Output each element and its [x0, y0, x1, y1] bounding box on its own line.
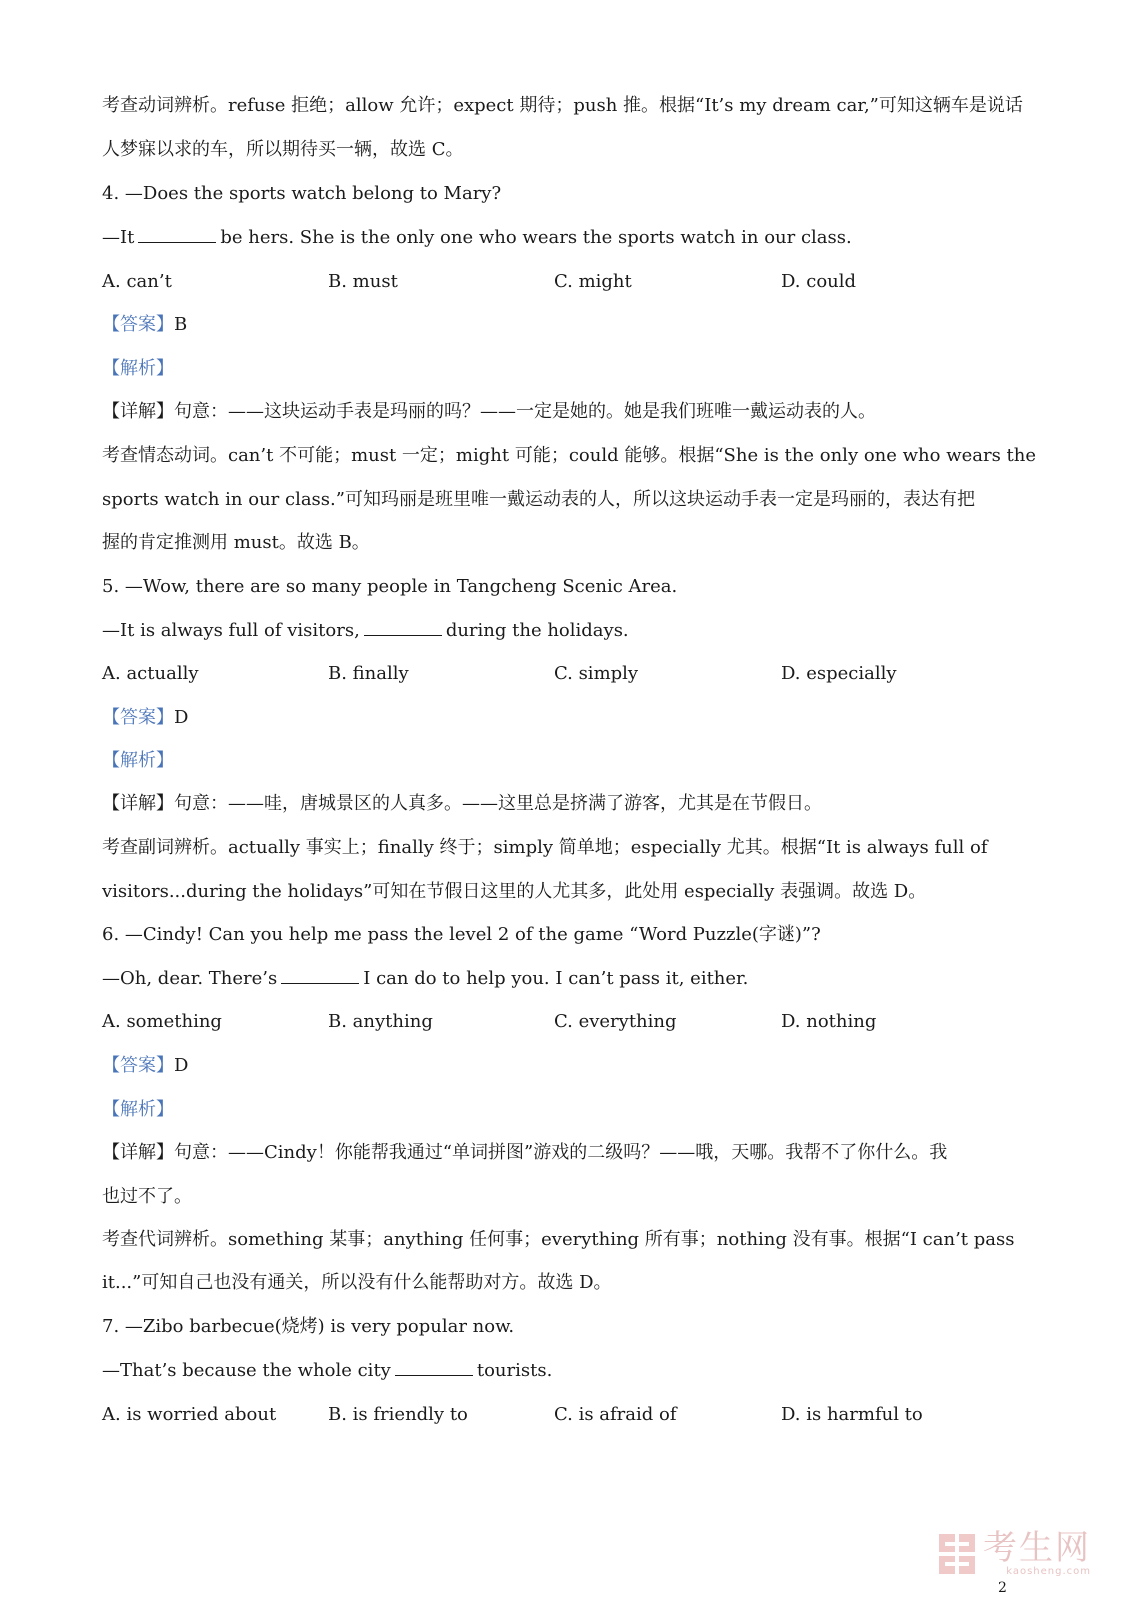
q4-detail: [102, 400, 876, 424]
answer-label: 【答案】: [102, 707, 174, 728]
answer-label: 【答案】: [102, 314, 174, 335]
detail-label: 【详解】: [102, 401, 174, 422]
detail-text: 句意：——这块运动手表是玛丽的吗？——一定是她的。她是我们班唯一戴运动表的人。: [174, 401, 876, 422]
q5-explain-line1: 考查副词辨析。actually 事实上；finally 终于；simply 简单地；especially 尤其。根据“It is always full of: [102, 837, 988, 858]
q6-answer: [102, 1054, 188, 1078]
q4-explain-line2: sports watch in our class.”可知玛丽是班里唯一戴运动表的人，所以这块运动手表一定是玛丽的，表达有把: [102, 489, 975, 510]
q7-reply: [102, 1359, 552, 1383]
q6-detail-line2: 也过不了。: [102, 1186, 192, 1207]
q5-explain-line2: visitors...during the holidays”可知在节假日这里的人尤其多，此处用 especially 表强调。故选 D。: [102, 881, 927, 902]
q4-reply-pre: —It: [102, 227, 135, 248]
q7-reply-pre: —That’s because the whole city: [102, 1360, 391, 1381]
option-c: C. everything: [554, 1011, 677, 1032]
q4-analysis-label: [102, 357, 174, 381]
q5-answer: [102, 706, 188, 730]
q4-answer: [102, 313, 187, 337]
option-d: D. is harmful to: [781, 1404, 923, 1425]
answer-value: D: [174, 1055, 189, 1076]
option-b: B. anything: [328, 1011, 433, 1032]
q5-stem: 5. —Wow, there are so many people in Tangcheng Scenic Area.: [102, 576, 678, 597]
q6-explain-line2: it...”可知自己也没有通关，所以没有什么能帮助对方。故选 D。: [102, 1272, 612, 1293]
q6-analysis-label: [102, 1098, 174, 1122]
detail-label: 【详解】: [102, 1142, 174, 1163]
q4-explain-line3: 握的肯定推测用 must。故选 B。: [102, 532, 370, 553]
q3-explain-line1: 考查动词辨析。refuse 拒绝；allow 允许；expect 期待；push 推。根据“It’s my dream car,”可知这辆车是说话: [102, 95, 1023, 116]
q4-reply: [102, 226, 852, 250]
q4-reply-post: be hers. She is the only one who wears the sports watch in our class.: [220, 227, 852, 248]
q6-detail: [102, 1141, 947, 1165]
option-d: D. could: [781, 271, 857, 292]
answer-blank: [138, 226, 216, 243]
watermark-text: 考生网: [983, 1528, 1091, 1568]
q6-explain-line1: 考查代词辨析。something 某事；anything 任何事；everything 所有事；nothing 没有事。根据“I can’t pass: [102, 1229, 1015, 1250]
analysis-label: 【解析】: [102, 1099, 174, 1120]
page-number: 2: [998, 1580, 1007, 1596]
q5-reply-pre: —It is always full of visitors,: [102, 620, 360, 641]
option-a: A. can’t: [102, 271, 172, 292]
option-a: A. something: [102, 1011, 222, 1032]
watermark-logo-icon: [939, 1534, 977, 1574]
q5-reply-post: during the holidays.: [445, 620, 629, 641]
answer-blank: [364, 619, 442, 636]
option-b: B. finally: [328, 663, 409, 684]
answer-value: B: [174, 314, 188, 335]
q5-detail: [102, 792, 822, 816]
analysis-label: 【解析】: [102, 358, 174, 379]
answer-label: 【答案】: [102, 1055, 174, 1076]
answer-blank: [281, 967, 359, 984]
detail-text: 句意：——哇，唐城景区的人真多。——这里总是挤满了游客，尤其是在节假日。: [174, 793, 822, 814]
q4-explain-line1: 考查情态动词。can’t 不可能；must 一定；might 可能；could 能够。根据“She is the only one who wears the: [102, 445, 1037, 466]
answer-value: D: [174, 707, 189, 728]
option-c: C. might: [554, 271, 632, 292]
option-d: D. especially: [781, 663, 897, 684]
option-d: D. nothing: [781, 1011, 877, 1032]
q5-reply: [102, 619, 629, 643]
q6-reply-pre: —Oh, dear. There’s: [102, 968, 278, 989]
detail-text: 句意：——Cindy！你能帮我通过“单词拼图”游戏的二级吗？——哦，天哪。我帮不了你什么。我: [174, 1142, 948, 1163]
detail-label: 【详解】: [102, 793, 174, 814]
option-c: C. simply: [554, 663, 639, 684]
q4-stem: 4. —Does the sports watch belong to Mary?: [102, 183, 502, 204]
answer-blank: [395, 1359, 473, 1376]
analysis-label: 【解析】: [102, 750, 174, 771]
q7-reply-post: tourists.: [476, 1360, 553, 1381]
option-a: A. is worried about: [102, 1404, 277, 1425]
q6-stem: 6. —Cindy! Can you help me pass the level 2 of the game “Word Puzzle(字谜)”?: [102, 924, 821, 945]
watermark-subtext: kaosheng.com: [1006, 1566, 1091, 1577]
q3-explain-line2: 人梦寐以求的车，所以期待买一辆，故选 C。: [102, 139, 464, 160]
q5-analysis-label: [102, 749, 174, 773]
q6-reply: [102, 967, 748, 991]
watermark: [939, 1530, 1091, 1577]
option-b: B. is friendly to: [328, 1404, 468, 1425]
option-c: C. is afraid of: [554, 1404, 677, 1425]
q6-reply-post: I can do to help you. I can’t pass it, either.: [363, 968, 749, 989]
option-a: A. actually: [102, 663, 199, 684]
option-b: B. must: [328, 271, 398, 292]
q7-stem: 7. —Zibo barbecue(烧烤) is very popular now.: [102, 1316, 515, 1337]
